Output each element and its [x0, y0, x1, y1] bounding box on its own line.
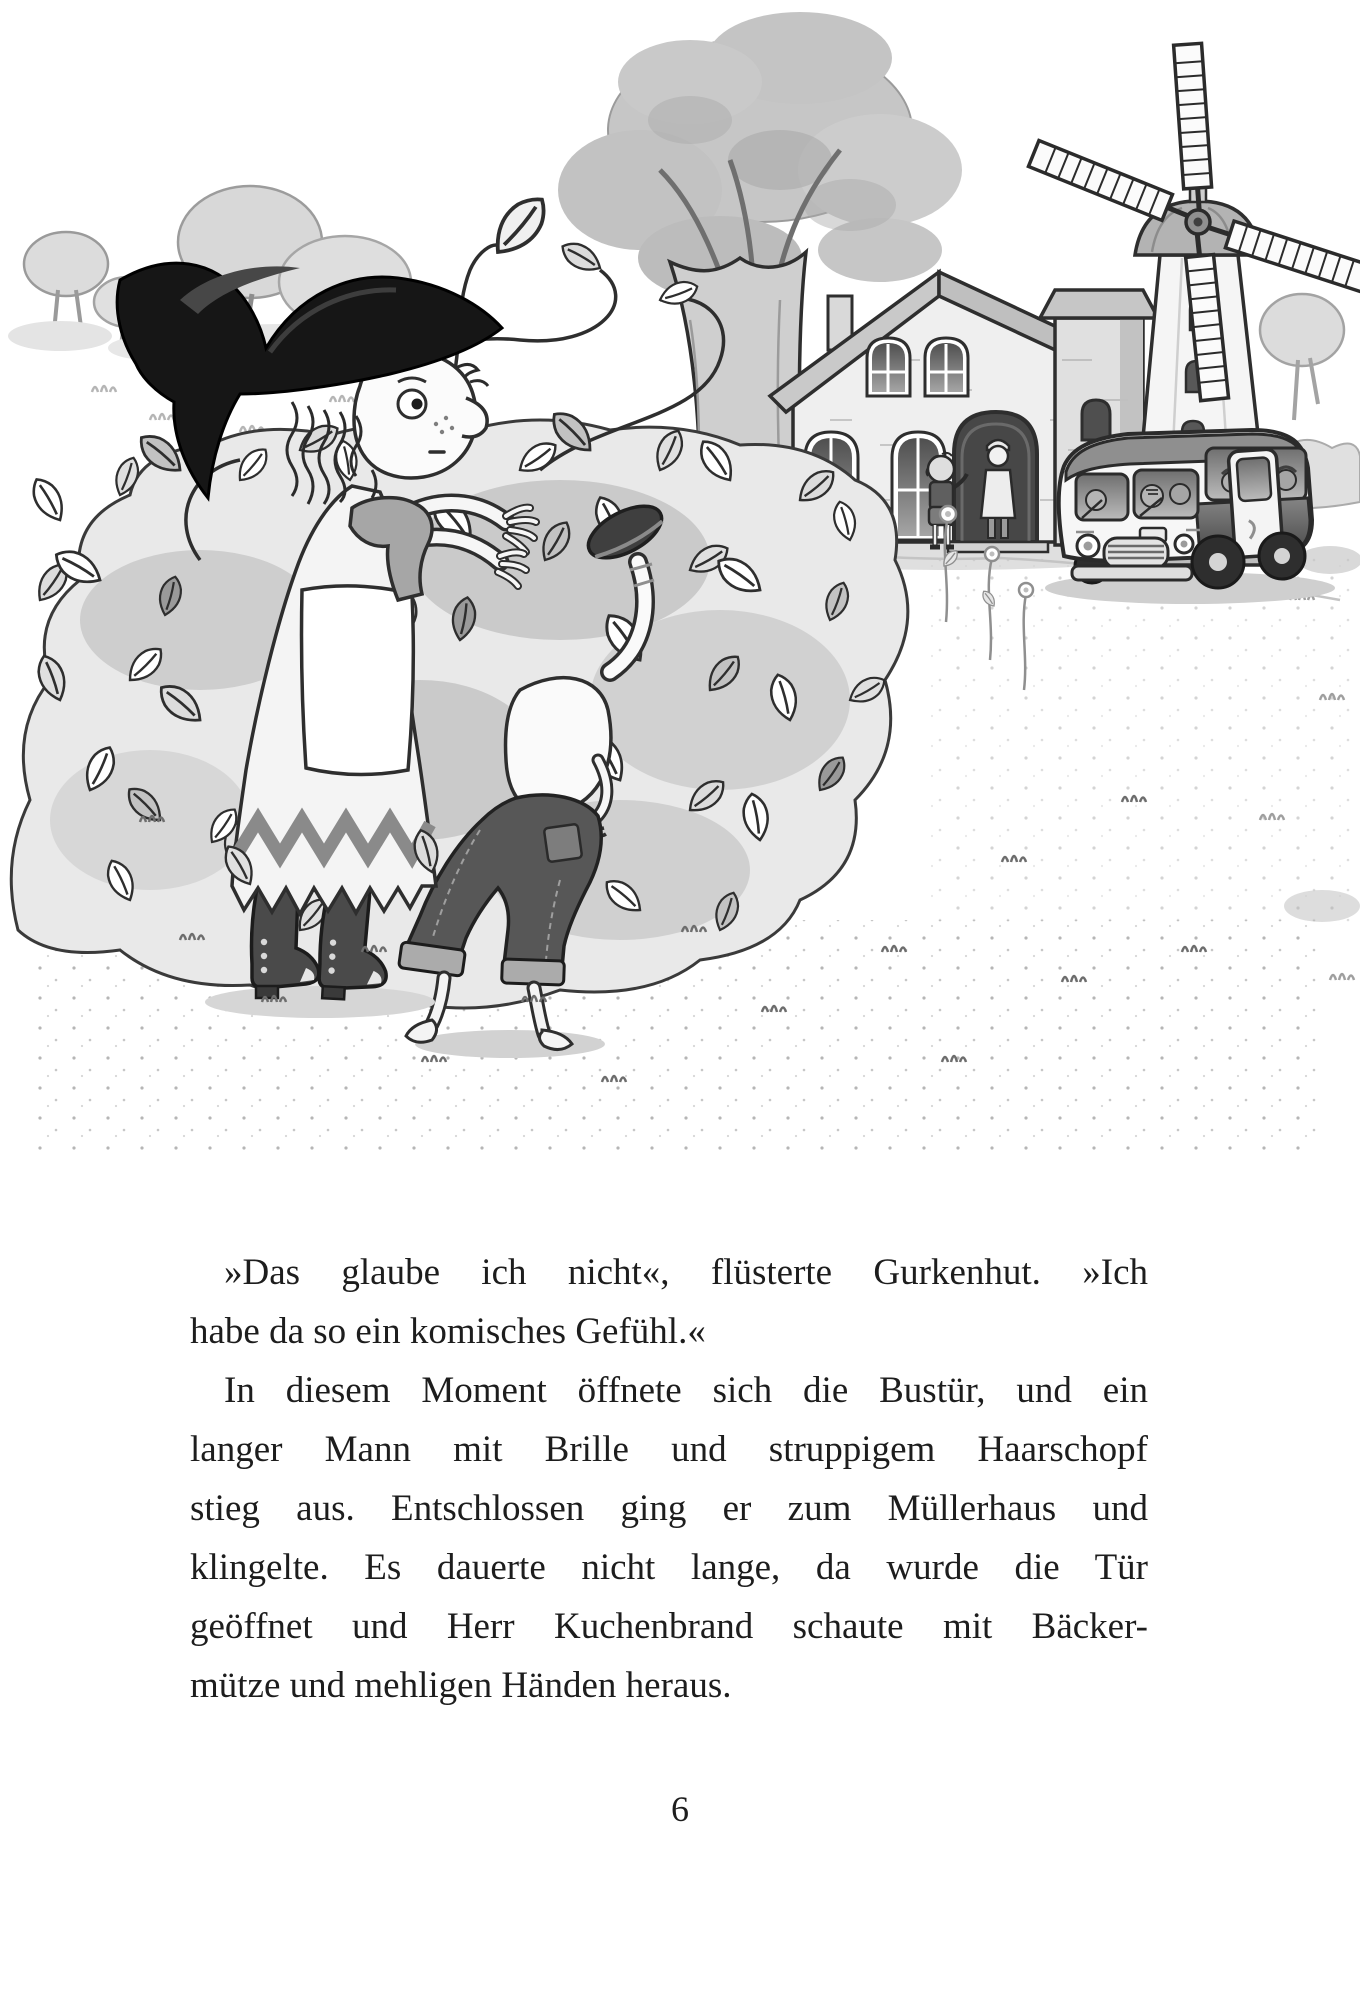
- bus-windshield: [1076, 470, 1198, 520]
- story-line: »Das glaube ich nicht«, flüsterte Gurkenhut. »Ich: [224, 1252, 1148, 1293]
- child-shadow: [415, 1030, 605, 1058]
- jeans-pocket: [544, 824, 582, 862]
- story-line: habe da so ein komisches Gefühl.«: [190, 1311, 706, 1352]
- story-text-block: [190, 1243, 1148, 1715]
- story-line: klingelte. Es dauerte nicht lange, da wurde die Tür: [190, 1547, 1148, 1588]
- witch-apron: [302, 586, 414, 775]
- story-line: stieg aus. Entschlossen ging er zum Müllerhaus und: [190, 1488, 1148, 1529]
- bus: [1045, 430, 1335, 604]
- story-line: In diesem Moment öffnete sich die Bustür, und ein: [224, 1370, 1148, 1411]
- witch-shadow: [205, 986, 435, 1018]
- story-line: geöffnet und Herr Kuchenbrand schaute mit Bäcker-: [190, 1606, 1148, 1647]
- story-line: mütze und mehligen Händen heraus.: [190, 1665, 732, 1706]
- witch-nose: [462, 398, 487, 437]
- page-number: 6: [671, 1789, 689, 1829]
- bus-bumper: [1072, 566, 1192, 580]
- story-line: langer Mann mit Brille und struppigem Haarschopf: [190, 1429, 1148, 1470]
